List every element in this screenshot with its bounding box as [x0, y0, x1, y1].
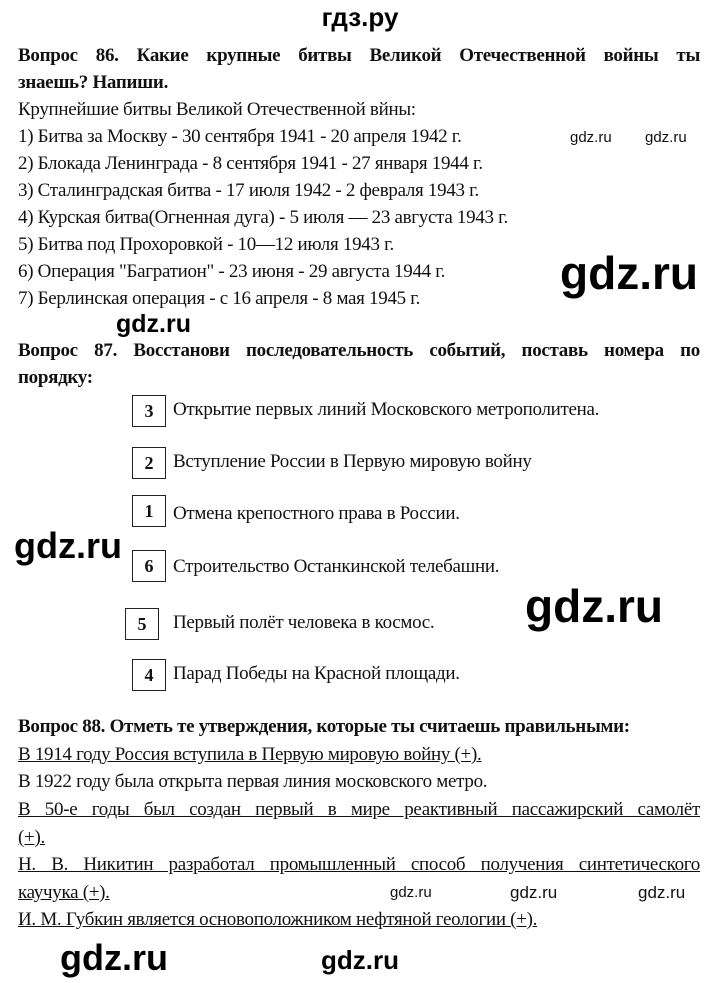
- q86-title-1: Вопрос 86. Какие крупные битвы Великой Отечественной войны ты: [18, 45, 700, 66]
- statement: В 1922 году была открыта первая линия московского метро.: [18, 771, 488, 792]
- order-box: 4: [132, 659, 166, 691]
- event-text: Парад Победы на Красной площади.: [173, 663, 460, 684]
- watermark: gdz.ru: [390, 884, 432, 901]
- list-item: 7) Берлинская операция - с 16 апреля - 8 мая 1945 г.: [18, 288, 421, 309]
- watermark: gdz.ru: [321, 945, 399, 975]
- statement: каучука (+).: [18, 882, 110, 903]
- q86-intro: Крупнейшие битвы Великой Отечественной вйны:: [18, 99, 416, 120]
- list-item: 3) Сталинградская битва - 17 июля 1942 - 2 февраля 1943 г.: [18, 180, 479, 201]
- list-item: 4) Курская битва(Огненная дуга) - 5 июля — 23 августа 1943 г.: [18, 207, 508, 228]
- statement: Н. В. Никитин разработал промышленный способ получения синтетического: [18, 854, 700, 875]
- watermark: gdz.ru: [560, 247, 698, 299]
- order-box: 1: [132, 495, 166, 527]
- list-item: 1) Битва за Москву - 30 сентября 1941 - 20 апреля 1942 г.: [18, 126, 462, 147]
- list-item: 5) Битва под Прохоровкой - 10—12 июля 1943 г.: [18, 234, 394, 255]
- q86-title-2: знаешь? Напиши.: [18, 72, 169, 93]
- statement: В 1914 году Россия вступила в Первую мировую войну (+).: [18, 744, 482, 765]
- event-text: Строительство Останкинской телебашни.: [173, 556, 500, 577]
- list-item: 6) Операция "Багратион" - 23 июня - 29 августа 1944 г.: [18, 261, 446, 282]
- statement: И. М. Губкин является основоположником нефтяной геологии (+).: [18, 909, 538, 930]
- site-header: гдз.ру: [321, 2, 399, 32]
- event-text: Открытие первых линий Московского метрополитена.: [173, 399, 600, 420]
- q88-title: Вопрос 88. Отметь те утверждения, которые ты считаешь правильными:: [18, 716, 630, 737]
- order-box: 5: [125, 608, 159, 640]
- q87-title-1: Вопрос 87. Восстанови последовательность событий, поставь номера по: [18, 340, 700, 361]
- statement: (+).: [18, 827, 45, 848]
- watermark: gdz.ru: [638, 883, 686, 902]
- watermark: gdz.ru: [510, 883, 558, 902]
- watermark: gdz.ru: [60, 937, 168, 978]
- event-text: Первый полёт человека в космос.: [173, 612, 435, 633]
- watermark: gdz.ru: [525, 580, 663, 632]
- statement: В 50-е годы был создан первый в мире реактивный пассажирский самолёт: [18, 799, 700, 820]
- q87-title-2: порядку:: [18, 367, 93, 388]
- order-box: 2: [132, 447, 166, 479]
- watermark: gdz.ru: [570, 129, 612, 146]
- event-text: Отмена крепостного права в России.: [173, 503, 460, 524]
- watermark: gdz.ru: [14, 525, 122, 566]
- order-box: 6: [132, 550, 166, 582]
- list-item: 2) Блокада Ленинграда - 8 сентября 1941 - 27 января 1944 г.: [18, 153, 483, 174]
- event-text: Вступление России в Первую мировую войну: [173, 451, 532, 472]
- order-box: 3: [132, 395, 166, 427]
- watermark: gdz.ru: [116, 310, 191, 338]
- watermark: gdz.ru: [645, 129, 687, 146]
